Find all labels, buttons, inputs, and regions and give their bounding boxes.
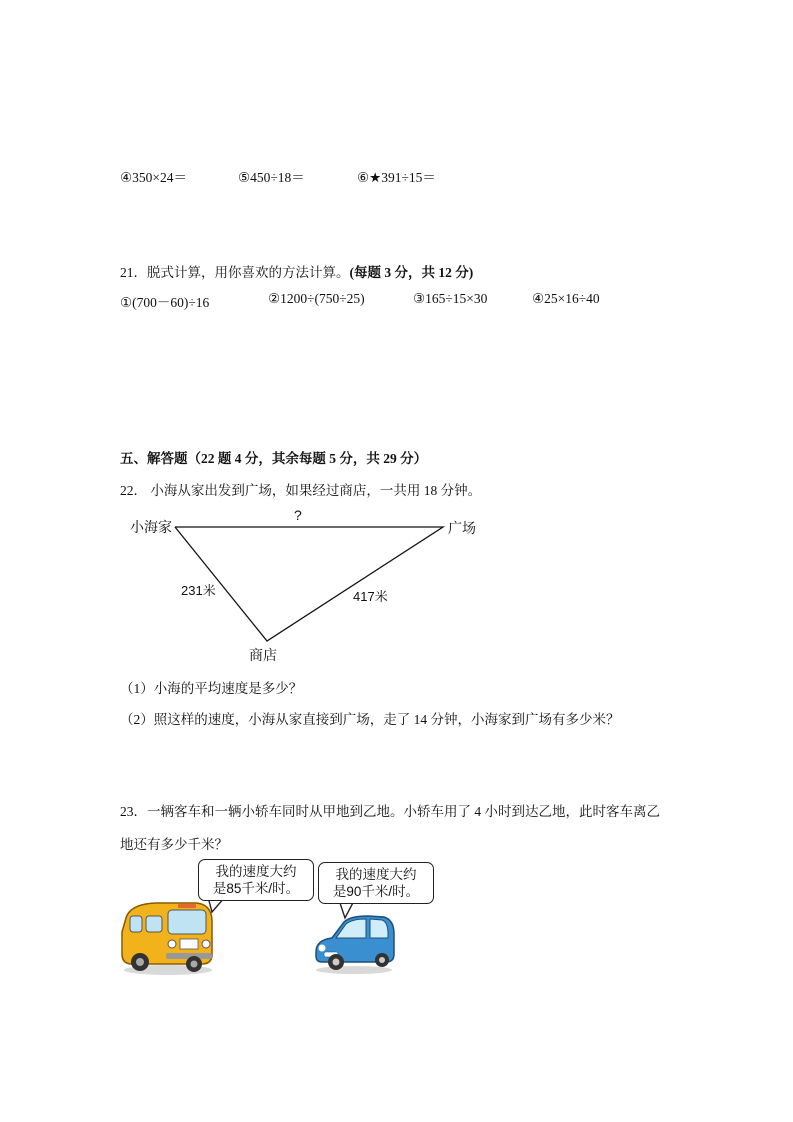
q21-item-2: ②1200÷(750÷25) (268, 291, 365, 306)
q21-number: 21． (120, 265, 147, 280)
q20-item-5: ⑤450÷18＝ (238, 170, 305, 185)
q22-sub-2: （2）照这样的速度，小海从家直接到广场，走了 14 分钟，小海家到广场有多少米？ (120, 712, 620, 727)
bus-illustration (116, 898, 218, 976)
car-bubble-line-1: 我的速度大约 (335, 867, 417, 882)
car-bubble-line-2: 是90千米/时。 (332, 884, 420, 899)
q22-sub-1: （1）小海的平均速度是多少？ (120, 681, 303, 696)
label-store-plaza: 417米 (353, 589, 388, 604)
q21-heading (120, 261, 473, 281)
bus-speech-bubble (198, 859, 314, 901)
label-plaza: 广场 (448, 520, 476, 536)
q21-item-1: ①(700－60)÷16 (120, 295, 210, 310)
label-home-store: 231米 (181, 583, 216, 598)
section-title: 五、解答题（22 题 4 分，其余每题 5 分，共 29 分） (120, 451, 428, 466)
label-home: 小海家 (130, 519, 172, 535)
label-unknown: ? (294, 507, 302, 523)
q21-score: (每题 3 分，共 12 分) (349, 265, 474, 280)
q23-line-1: 23．一辆客车和一辆小轿车同时从甲地到乙地。小轿车用了 4 小时到达乙地，此时客车离乙 (120, 804, 660, 819)
car-illustration (310, 912, 398, 976)
bus-bubble-line-1: 我的速度大约 (215, 864, 297, 879)
q20-item-4: ④350×24＝ (120, 170, 187, 185)
q21-item-3: ③165÷15×30 (413, 291, 488, 306)
q21-item-4: ④25×16÷40 (532, 291, 600, 306)
q22-text: 22． 小海从家出发到广场，如果经过商店，一共用 18 分钟。 (120, 483, 482, 498)
q20-item-6: ⑥★391÷15＝ (357, 170, 436, 185)
q21-text: 脱式计算，用你喜欢的方法计算。 (147, 265, 350, 280)
bus-bubble-line-2: 是85千米/时。 (212, 881, 300, 896)
car-speech-bubble (318, 862, 434, 904)
q23-line-2: 地还有多少千米？ (120, 837, 228, 852)
label-store: 商店 (249, 647, 277, 663)
